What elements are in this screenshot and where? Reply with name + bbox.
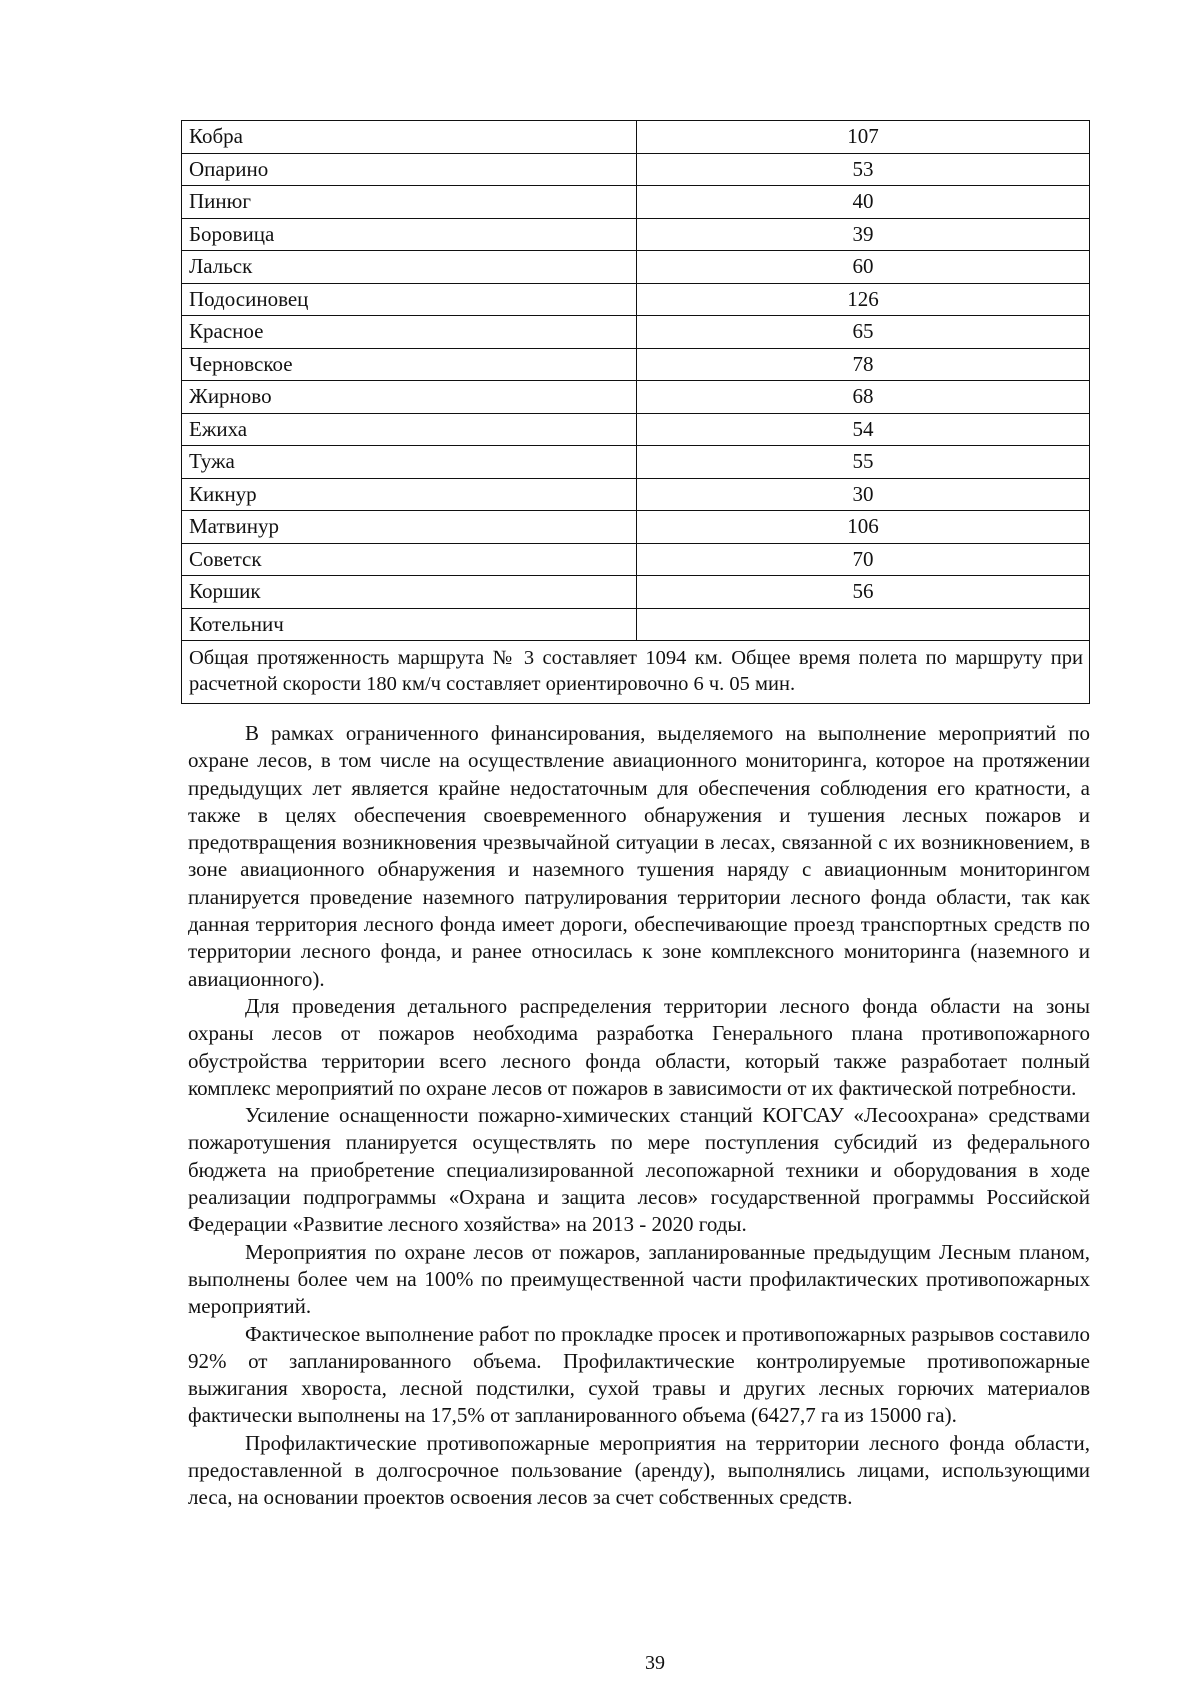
paragraph: Мероприятия по охране лесов от пожаров, запланированные предыдущим Лесным планом, выполнены более чем на 100% по преимущественной части профилактических противопожарных мероприятий. — [188, 1239, 1090, 1319]
distance-value: 55 — [852, 449, 874, 473]
settlement-name: Боровица — [182, 219, 637, 251]
settlement-name: Красное — [182, 316, 637, 348]
table-row — [182, 251, 1089, 284]
table-row — [182, 381, 1089, 414]
distance-value: 106 — [847, 514, 879, 538]
table-row — [182, 349, 1089, 382]
route-summary: Общая протяженность маршрута № 3 составляет 1094 км. Общее время полета по маршруту при расчетной скорости 180 км/ч составляет ориентировочно 6 ч. 05 мин. — [189, 647, 1083, 695]
paragraph: Фактическое выполнение работ по прокладке просек и противопожарных разрывов составило 92% от запланированного объема. Профилактические контролируемые противопожарные выжигания хвороста, лесной подстилки, сухой травы и других лесных горючих материалов фактически выполнены на 17,5% от запланированного объема (6427,7 га из 15000 га). — [188, 1321, 1090, 1428]
distance-value: 65 — [852, 319, 874, 343]
settlement-name: Матвинур — [182, 511, 637, 543]
settlement-name: Опарино — [182, 154, 637, 186]
settlement-name: Коршик — [182, 576, 637, 608]
table-row — [182, 219, 1089, 252]
table-row — [182, 609, 1089, 642]
settlement-name: Пинюг — [182, 186, 637, 218]
distance-value: 107 — [847, 124, 879, 148]
paragraph: Профилактические противопожарные мероприятия на территории лесного фонда области, предоставленной в долгосрочное пользование (аренду), выполнялись лицами, использующими леса, на основании проектов освоения лесов за счет собственных средств. — [188, 1430, 1090, 1510]
distance-value: 56 — [852, 579, 874, 603]
table-row — [182, 511, 1089, 544]
table-row — [182, 121, 1089, 154]
distance-value: 78 — [852, 351, 874, 376]
page-number: 39 — [645, 1652, 665, 1674]
distance-value: 126 — [847, 286, 879, 311]
settlement-name: Жирново — [182, 381, 637, 413]
table-row — [182, 186, 1089, 219]
settlement-name: Котельнич — [182, 609, 637, 641]
distance-value: 30 — [852, 481, 874, 506]
settlement-name: Кикнур — [182, 479, 637, 511]
table-row — [182, 154, 1089, 187]
settlement-name: Лальск — [182, 251, 637, 283]
paragraph: Усиление оснащенности пожарно-химических станций КОГСАУ «Лесоохрана» средствами пожаротушения планируется осуществлять по мере поступления субсидий из федерального бюджета на приобретение специализированной лесопожарной техники и оборудования в ходе реализации подпрограммы «Охрана и защита лесов» государственной программы Российской Федерации «Развитие лесного хозяйства» на 2013 - 2020 годы. — [188, 1103, 1090, 1237]
settlement-name: Тужа — [182, 446, 637, 478]
settlement-name: Подосиновец — [182, 284, 637, 316]
table-row — [182, 316, 1089, 349]
route-table — [181, 120, 1090, 704]
distance-value: 70 — [852, 546, 874, 571]
table-row — [182, 414, 1089, 447]
table-row — [182, 576, 1089, 609]
paragraph: Для проведения детального распределения территории лесного фонда области на зоны охраны лесов от пожаров необходима разработка Генерального плана противопожарного обустройства территории всего лесного фонда области, который также разработает полный комплекс мероприятий по охране лесов от пожаров в зависимости от их фактической потребности. — [188, 993, 1090, 1100]
distance-value: 53 — [852, 156, 874, 181]
settlement-name: Ежиха — [182, 414, 637, 446]
distance-value: 39 — [852, 221, 874, 246]
paragraph: В рамках ограниченного финансирования, выделяемого на выполнение мероприятий по охране лесов, в том числе на осуществление авиационного мониторинга, которое на протяжении предыдущих лет является крайне недостаточным для обеспечения соблюдения его кратности, а также в целях обеспечения своевременного обнаружения и тушения лесных пожаров и предотвращения возникновения чрезвычайной ситуации в лесах, связанной с их возникновением, в зоне авиационного обнаружения и наземного тушения наряду с авиационным мониторингом планируется проведение наземного патрулирования территории лесного фонда области, так как данная территория лесного фонда имеет дороги, обеспечивающие проезд транспортных средств по территории лесного фонда, и ранее относилась к зоне комплексного мониторинга (наземного и авиационного). — [188, 721, 1090, 991]
settlement-name: Черновское — [182, 349, 637, 381]
table-row — [182, 544, 1089, 577]
distance-value — [637, 609, 1089, 641]
body-text — [188, 720, 1090, 1512]
settlement-name: Советск — [182, 544, 637, 576]
table-row — [182, 284, 1089, 317]
distance-value: 54 — [852, 416, 874, 441]
settlement-name: Кобра — [182, 121, 637, 153]
distance-value: 60 — [852, 254, 874, 278]
distance-value: 68 — [852, 384, 874, 408]
distance-value: 40 — [852, 189, 874, 213]
table-row — [182, 479, 1089, 512]
table-row — [182, 446, 1089, 479]
